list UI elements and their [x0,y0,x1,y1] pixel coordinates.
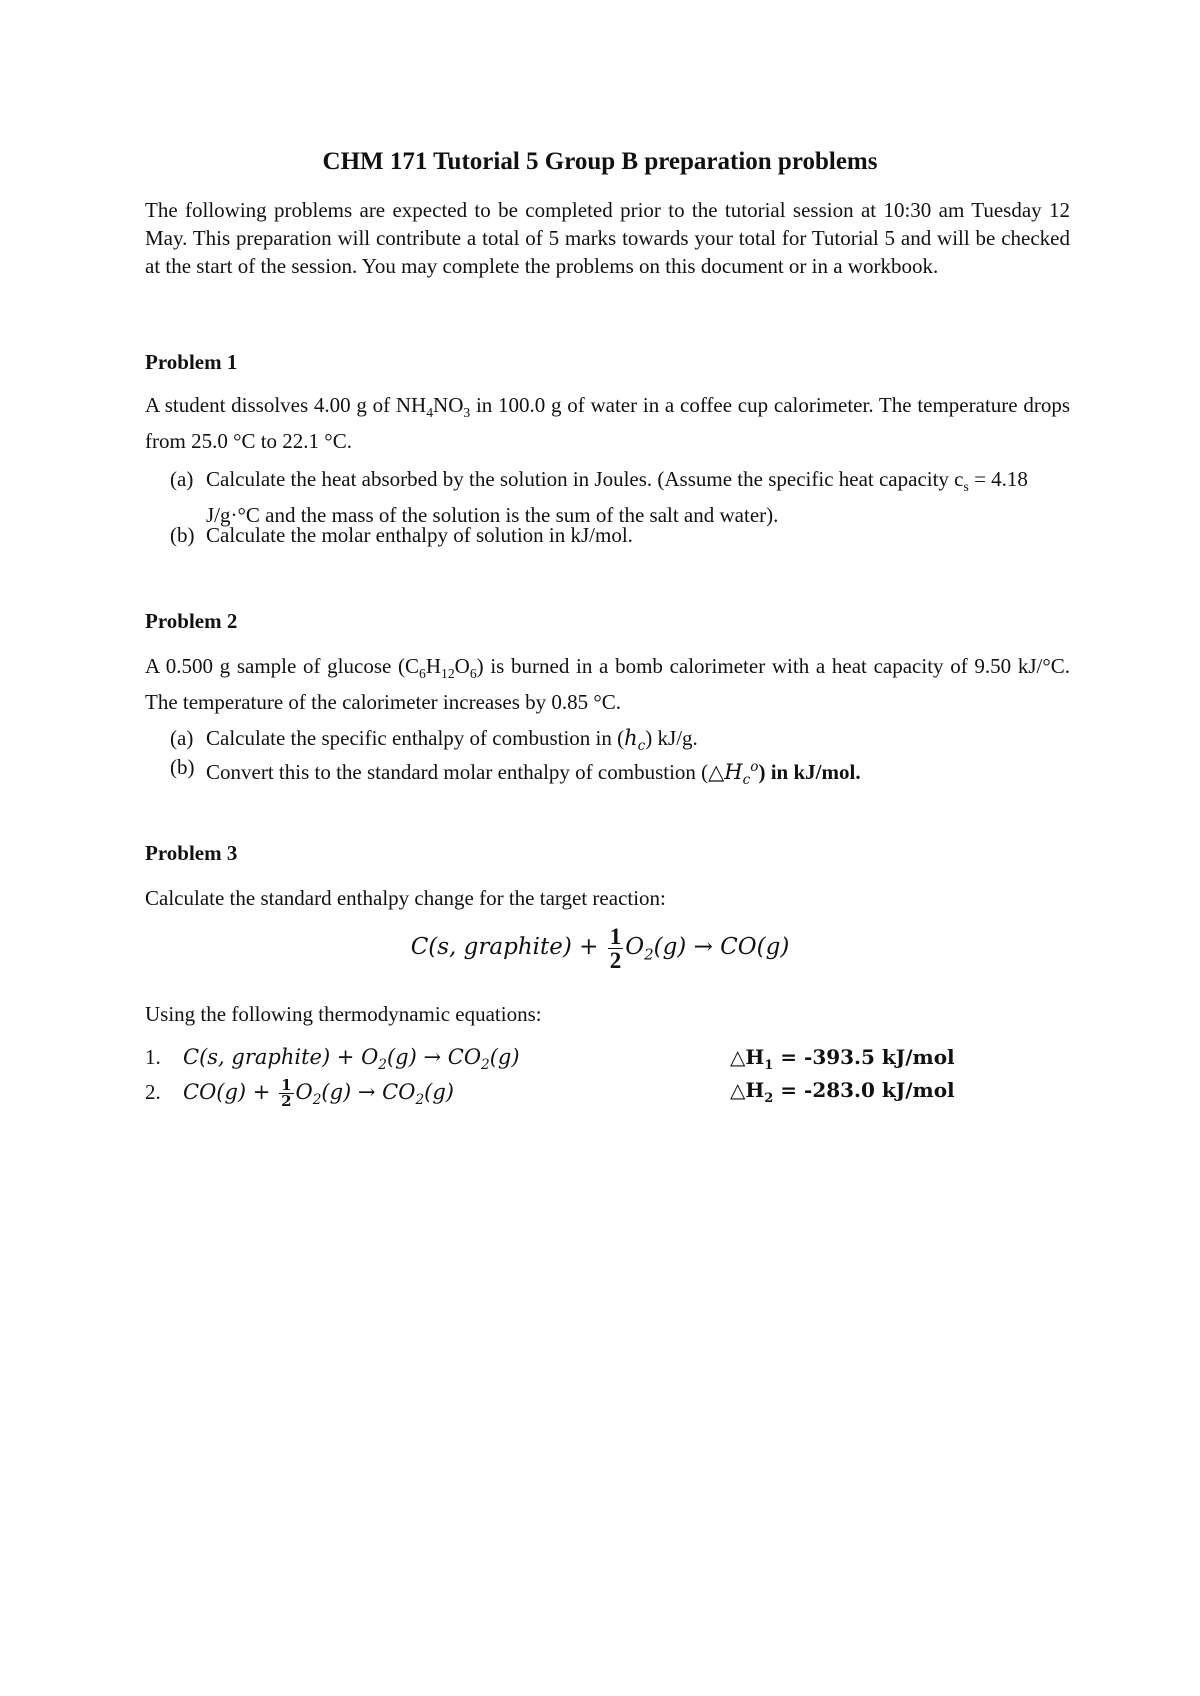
problem-2-part-b: (b) Convert this to the standard molar enthalpy of combustion $(\triangle H_c^o)$ in kJ/mol. [170,755,861,789]
problem-1-stem: A student dissolves 4.00 g of $NH_4NO_3$ in 100.0 g of water in a coffee cup calorimeter. The temperature drops from 25.0 °C to 22.1 °C. [145,393,1070,454]
intro-paragraph: The following problems are expected to be completed prior to the tutorial session at 10:30 am Tuesday 12 May. This preparation will contribute a total of 5 marks towards your total for Tutorial 5 and will be checked at the start of the session. You may complete the problems on this document or in a workbook. [145,198,1070,278]
target-reaction-equation: C(s, graphite) + $\frac{1}{2}$ $O_2(g) \to CO(g)$ [410,924,790,973]
one-half-fraction: $\frac{1}{2}$ [609,924,622,973]
equations-intro: Using the following thermodynamic equations: [145,1002,542,1026]
equation-1: 1. C(s, graphite) + $O_2(g) \to CO_2(g)$ $\triangle H_1 = -393.5$ kJ/mol [145,1045,955,1074]
problem-2-heading: Problem 2 [145,609,238,633]
page-title: CHM 171 Tutorial 5 Group B preparation problems [322,148,878,175]
problem-1-part-b: (b) Calculate the molar enthalpy of solution in kJ/mol. [170,523,633,547]
problem-2-stem: A 0.500 g sample of glucose $(C_6H_{12}O_6)$ is burned in a bomb calorimeter with a heat capacity of 9.50 kJ/°C. The temperature of the calorimeter increases by 0.85 °C. [145,654,1070,715]
one-half-fraction-small: $\frac{1}{2}$ [281,1076,292,1110]
equation-2: 2. CO(g) + $\frac{1}{2}$ $O_2(g) \to CO_2(g)$ $\triangle H_2 = -283.0$ kJ/mol [145,1076,955,1110]
problem-1-part-a: (a) Calculate the heat absorbed by the solution in Joules. (Assume the specific heat capacity $c_s = 4.18$ J/g·°C and the mass of the solution is the sum of the salt and water). [170,467,1028,528]
problem-1-heading: Problem 1 [145,350,238,374]
delta-h2-value: $\triangle H_2 = -283.0$ kJ/mol [730,1078,955,1106]
problem-3-prompt: Calculate the standard enthalpy change for the target reaction: [145,886,666,910]
problem-3-heading: Problem 3 [145,841,238,865]
delta-h1-value: $\triangle H_1 = -393.5$ kJ/mol [730,1045,955,1073]
problem-2-part-a: (a) Calculate the specific enthalpy of combustion in $(h_c)$ kJ/g. [170,726,698,755]
